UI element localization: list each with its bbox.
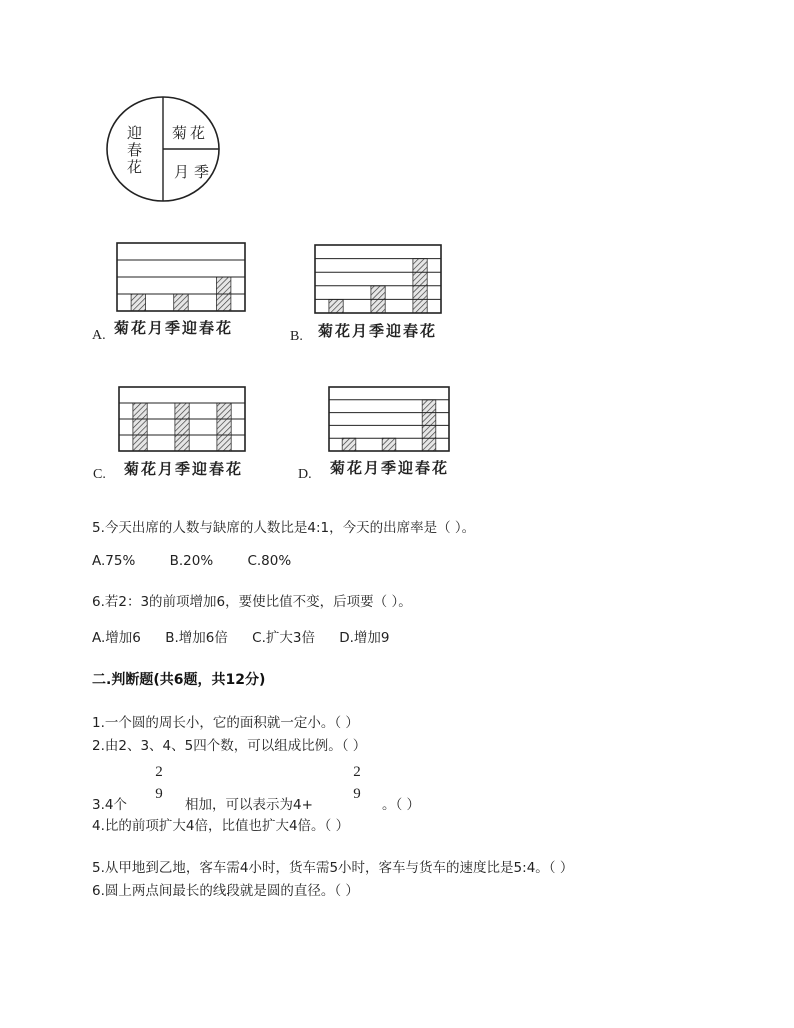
judge-4: 4.比的前项扩大4倍，比值也扩大4倍。（ ）	[92, 818, 350, 834]
bar-chart-c	[118, 386, 246, 452]
bar-chart-d	[328, 386, 450, 452]
q6-choice-d[interactable]: D.增加9	[339, 630, 390, 646]
q5-choice-c[interactable]: C.80%	[247, 553, 292, 569]
judge-5: 5.从甲地到乙地，客车需4小时，货车需5小时，客车与货车的速度比是5:4。（ ）	[92, 860, 574, 876]
bar-d-2	[382, 438, 396, 451]
q6-choice-a[interactable]: A.增加6	[92, 630, 141, 646]
pie-chart	[104, 95, 222, 203]
bar-chart-a	[116, 242, 246, 312]
option-c[interactable]	[93, 384, 283, 492]
bar-a-2	[174, 294, 189, 311]
bar-a-1	[131, 294, 146, 311]
option-letter-b: B.	[290, 329, 303, 344]
category-labels-c: 菊花月季迎春花	[124, 460, 244, 478]
option-a[interactable]	[92, 240, 282, 348]
q6-choice-b[interactable]: B.增加6倍	[165, 630, 228, 646]
bar-c-3	[217, 403, 231, 451]
option-d[interactable]	[298, 384, 498, 492]
section-heading: 二.判断题(共6题，共12分)	[92, 672, 266, 688]
fraction-2-9-first	[152, 764, 166, 803]
pie-chart-graphic	[104, 95, 222, 203]
category-labels-d: 菊花月季迎春花	[330, 459, 450, 477]
fraction-denominator: 9	[353, 786, 361, 802]
judge-3-part-b: 相加，可以表示为4+	[185, 797, 313, 813]
judge-2: 2.由2、3、4、5四个数，可以组成比例。（ ）	[92, 738, 367, 754]
question-6-choices	[92, 626, 420, 646]
fraction-numerator: 2	[155, 764, 163, 780]
q6-choice-c[interactable]: C.扩大3倍	[252, 630, 315, 646]
pie-label-top-right: 菊花	[172, 124, 209, 142]
judge-3	[92, 760, 492, 813]
judge-3-part-c: 。（ ）	[382, 797, 421, 813]
option-letter-a: A.	[92, 328, 106, 343]
question-5: 5.今天出席的人数与缺席的人数比是4:1，今天的出席率是（ ）。	[92, 520, 476, 536]
fraction-numerator: 2	[353, 764, 361, 780]
bar-chart-b	[314, 244, 442, 314]
category-labels-a: 菊花月季迎春花	[114, 319, 234, 337]
option-letter-c: C.	[93, 467, 106, 482]
judge-1: 1.一个圆的周长小，它的面积就一定小。（ ）	[92, 715, 359, 731]
fraction-denominator: 9	[155, 786, 163, 802]
fraction-bar	[152, 783, 166, 784]
pie-label-bottom-right: 月季	[174, 163, 215, 181]
bar-c-2	[175, 403, 189, 451]
fraction-2-9-second	[350, 764, 364, 803]
question-5-choices	[92, 553, 321, 569]
question-6: 6.若2：3的前项增加6，要使比值不变，后项要（ ）。	[92, 594, 412, 610]
judge-3-part-a: 3.4个	[92, 797, 127, 813]
fraction-bar	[350, 783, 364, 784]
q5-choice-b[interactable]: B.20%	[169, 553, 214, 569]
bar-b-1	[329, 299, 343, 313]
bar-d-1	[342, 438, 356, 451]
option-b[interactable]	[290, 242, 490, 350]
q5-choice-a[interactable]: A.75%	[92, 553, 136, 569]
option-letter-d: D.	[298, 467, 312, 482]
category-labels-b: 菊花月季迎春花	[318, 322, 438, 340]
judge-6: 6.圆上两点间最长的线段就是圆的直径。（ ）	[92, 883, 359, 899]
bar-c-1	[133, 403, 147, 451]
pie-label-left: 迎春花	[125, 125, 143, 176]
